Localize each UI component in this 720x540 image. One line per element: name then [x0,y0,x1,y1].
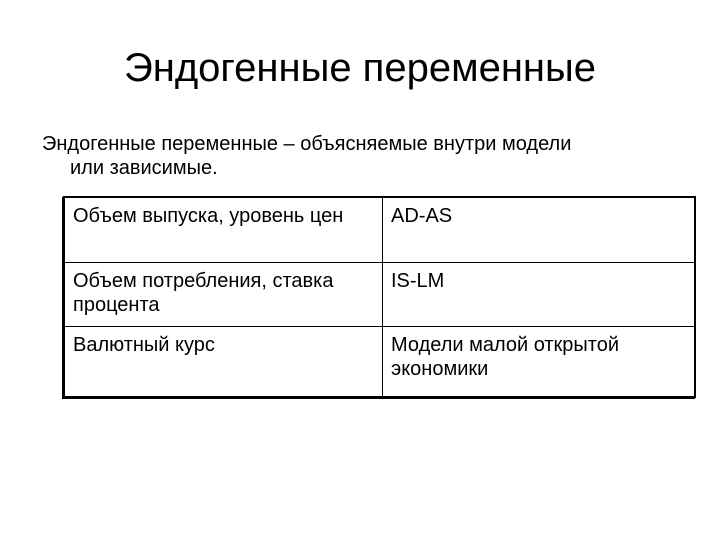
intro-text [42,132,702,180]
model-cell: AD-AS [383,198,695,262]
slide-title: Эндогенные переменные [124,46,596,90]
table-row [65,198,694,262]
model-cell: IS-LM [383,262,695,326]
intro-line-2: или зависимые. [70,157,218,179]
table-row [65,326,694,396]
table-row [65,262,694,326]
intro-line-1: Эндогенные переменные – объясняемые внутри модели [42,133,572,155]
variables-table [63,196,696,398]
variable-cell: Объем потребления, ставка процента [65,262,383,326]
variables-table-grid [65,198,694,396]
variable-cell: Объем выпуска, уровень цен [65,198,383,262]
model-cell: Модели малой открытой экономики [383,326,695,396]
variable-cell: Валютный курс [73,333,215,356]
